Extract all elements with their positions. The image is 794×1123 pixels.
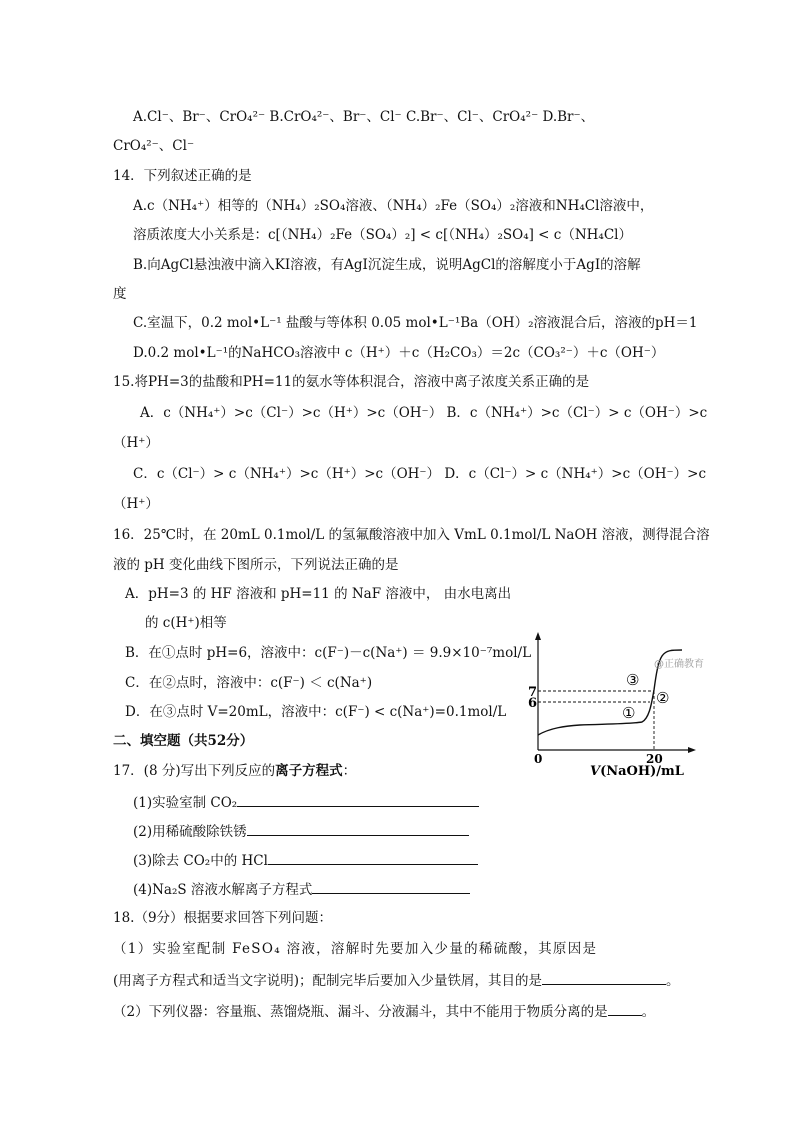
q18-part2-text: （2）下列仪器：容量瓶、蒸馏烧瓶、漏斗、分液漏斗，其中不能用于物质分离的是 bbox=[113, 1004, 608, 1020]
q14-option-d: D.0.2 mol•L⁻¹的NaHCO₃溶液中 c（H⁺）＋c（H₂CO₃）＝2c（CO₃²⁻）＋c（OH⁻） bbox=[133, 345, 665, 361]
q14-option-b-line1: B.向AgCl悬浊液中滴入KI溶液，有AgI沉淀生成，说明AgCl的溶解度小于AgI的溶解 bbox=[133, 257, 641, 273]
x-tick-0: 0 bbox=[534, 752, 543, 766]
q17-item-4 bbox=[133, 879, 470, 899]
x-axis-label-v: V bbox=[590, 764, 601, 779]
q17-stem-emphasis: 离子方程式 bbox=[275, 763, 343, 779]
q17-item-3 bbox=[133, 850, 478, 870]
y-tick-7: 7 bbox=[528, 685, 538, 700]
q14-option-c: C.室温下，0.2 mol•L⁻¹ 盐酸与等体积 0.05 mol•L⁻¹Ba（OH）₂溶液混合后，溶液的pH＝1 bbox=[133, 315, 698, 331]
titration-curve-chart bbox=[520, 630, 700, 780]
q16-option-a-line2: 的 c(H⁺)相等 bbox=[145, 615, 227, 631]
q14-option-b-line2: 度 bbox=[113, 286, 127, 302]
q16-option-b: B．在①点时 pH=6，溶液中：c(F⁻)－c(Na⁺) ＝ 9.9×10⁻⁷mol/L bbox=[125, 645, 532, 661]
x-axis-arrow bbox=[688, 747, 696, 753]
q16-option-d: D．在③点时 V=20mL，溶液中：c(F⁻) < c(Na⁺)=0.1mol/L bbox=[125, 704, 507, 720]
q16-option-a-line1: A．pH=3 的 HF 溶液和 pH=11 的 NaF 溶液中， 由水电离出 bbox=[125, 586, 512, 602]
q16-option-c: C．在②点时，溶液中：c(F⁻) ＜ c(Na⁺) bbox=[125, 675, 373, 691]
q18-part1-end: 。 bbox=[666, 973, 680, 989]
q17-stem bbox=[113, 762, 356, 780]
q15-options-ab-line2: （H⁺） bbox=[113, 435, 159, 451]
x-axis-label-unit: (NaOH)/mL bbox=[600, 764, 684, 779]
q15-stem: 15.将PH=3的盐酸和PH=11的氨水等体积混合，溶液中离子浓度关系正确的是 bbox=[113, 374, 590, 390]
q17-item-4-label: (4)Na₂S 溶液水解离子方程式 bbox=[133, 882, 313, 898]
y-tick-6: 6 bbox=[528, 696, 538, 711]
q17-item-1-label: (1)实验室制 CO₂ bbox=[133, 795, 238, 811]
point-label-1: ① bbox=[622, 704, 636, 722]
q18-part2 bbox=[113, 1001, 655, 1021]
watermark: @正确教育 bbox=[654, 659, 704, 670]
q17-item-3-label: (3)除去 CO₂中的 HCl bbox=[133, 853, 268, 869]
q18-part2-end: 。 bbox=[641, 1004, 656, 1020]
q18-stem: 18.（9分）根据要求回答下列问题： bbox=[113, 910, 333, 926]
answer-blank-2[interactable] bbox=[247, 821, 469, 836]
q18-part1-line1: （1）实验室配制 FeSO₄ 溶液，溶解时先要加入少量的稀硫酸，其原因是 bbox=[113, 941, 598, 957]
answer-blank-4[interactable] bbox=[312, 879, 470, 894]
q17-item-1 bbox=[133, 792, 479, 812]
q14-option-a-line1: A.c（NH₄⁺）相等的（NH₄）₂SO₄溶液、（NH₄）₂Fe（SO₄）₂溶液和NH₄Cl溶液中， bbox=[133, 198, 654, 214]
answer-blank-6[interactable] bbox=[608, 1001, 642, 1016]
point-label-2: ② bbox=[656, 689, 670, 707]
q17-item-2 bbox=[133, 821, 469, 841]
q17-item-2-label: (2)用稀硫酸除铁锈 bbox=[133, 824, 247, 840]
q15-options-cd-line2: （H⁺） bbox=[113, 496, 159, 512]
q16-stem-line2: 液的 pH 变化曲线下图所示，下列说法正确的是 bbox=[113, 557, 399, 573]
section-heading: 二、填空题（共52分） bbox=[113, 733, 254, 749]
q17-stem-colon: ： bbox=[342, 763, 357, 779]
q13-options-line2: CrO₄²⁻、Cl⁻ bbox=[113, 138, 195, 154]
q16-stem-line1: 16．25℃时，在 20mL 0.1mol/L 的氢氟酸溶液中加入 VmL 0.1mol/L NaOH 溶液，测得混合溶 bbox=[113, 527, 710, 543]
y-axis-arrow bbox=[535, 632, 541, 640]
answer-blank-5[interactable] bbox=[542, 970, 666, 985]
q15-options-ab-line1: A．c（NH₄⁺）>c（Cl⁻）>c（H⁺）>c（OH⁻） B．c（NH₄⁺）>c（Cl⁻）> c（OH⁻）>c bbox=[140, 405, 708, 421]
answer-blank-3[interactable] bbox=[268, 850, 478, 865]
q17-stem-text: 17．(8 分)写出下列反应的 bbox=[113, 763, 276, 779]
q13-options-line1: A.Cl⁻、Br⁻、CrO₄²⁻ B.CrO₄²⁻、Br⁻、Cl⁻ C.Br⁻、Cl⁻、CrO₄²⁻ D.Br⁻、 bbox=[133, 109, 595, 125]
q14-option-a-line2: 溶质浓度大小关系是：c[（NH₄）₂Fe（SO₄）₂] < c[（NH₄）₂SO₄] < c（NH₄Cl） bbox=[133, 227, 632, 243]
x-tick-20: 20 bbox=[646, 752, 663, 766]
q15-options-cd-line1: C．c（Cl⁻）> c（NH₄⁺）>c（H⁺）>c（OH⁻） D．c（Cl⁻）> c（NH₄⁺）>c（OH⁻）>c bbox=[133, 466, 707, 482]
q18-part1-line2-text: (用离子方程式和适当文字说明)；配制完毕后要加入少量铁屑，其目的是 bbox=[113, 973, 543, 989]
q14-stem: 14．下列叙述正确的是 bbox=[113, 168, 252, 184]
answer-blank-1[interactable] bbox=[237, 792, 479, 807]
x-axis-label bbox=[590, 764, 684, 779]
q18-part1-line2 bbox=[113, 970, 680, 990]
point-label-3: ③ bbox=[626, 671, 640, 689]
